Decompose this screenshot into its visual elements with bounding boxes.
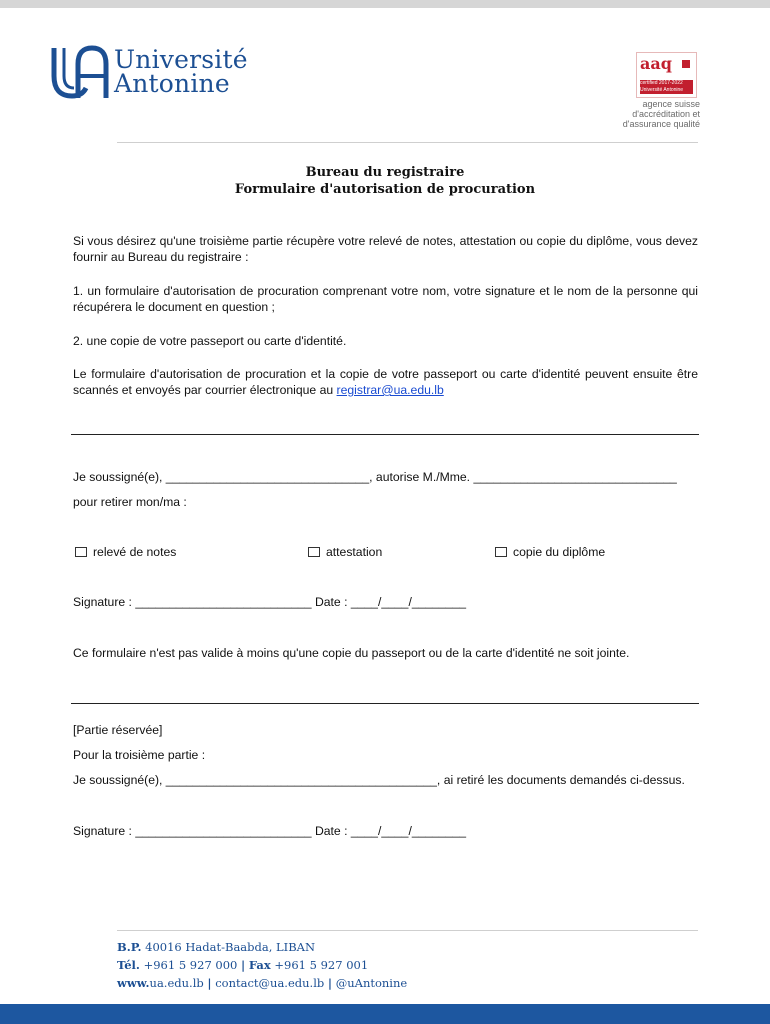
third-party-signature-line[interactable]: Signature : __________________________ Date : ____/____/________ — [73, 824, 467, 838]
aaq-caption-line: d'assurance qualité — [622, 119, 700, 129]
page-title: Bureau du registraire — [305, 165, 465, 180]
intro-paragraph-1: Si vous désirez qu'une troisième partie récupère votre relevé de notes, attestation ou copie du diplôme, vous devez fournir au Bureau du registraire : — [73, 234, 698, 264]
checkbox-icon[interactable] — [75, 547, 87, 557]
option-releve-de-notes[interactable] — [75, 544, 176, 560]
option-copie-du-diplome[interactable] — [495, 544, 605, 560]
university-logo — [48, 42, 278, 102]
swiss-cross-icon — [682, 60, 690, 68]
logo-wordmark — [114, 45, 248, 98]
aaq-accreditation — [596, 50, 706, 130]
aaq-caption-line: agence suisse — [642, 99, 700, 109]
reserved-label: [Partie réservée] — [73, 723, 163, 737]
aaq-badge-foot: certified 2017-2022 Université Antonine — [640, 80, 693, 94]
checkbox-icon[interactable] — [308, 547, 320, 557]
third-party-label: Pour la troisième partie : — [73, 748, 206, 762]
retrieve-label: pour retirer mon/ma : — [73, 495, 187, 509]
option-label: copie du diplôme — [513, 545, 606, 559]
website-link[interactable]: www.ua.edu.lb — [117, 976, 204, 990]
signature-date-line[interactable]: Signature : __________________________ Date : ____/____/________ — [73, 595, 467, 609]
section-divider-2 — [71, 703, 699, 704]
aaq-caption — [623, 99, 700, 129]
option-attestation[interactable] — [308, 544, 382, 560]
aaq-badge — [636, 52, 697, 98]
registrar-email-link[interactable]: registrar@ua.edu.lb — [336, 383, 444, 397]
intro-paragraph-4 — [73, 366, 698, 398]
authorization-line[interactable]: Je soussigné(e), ______________________________, autorise M./Mme. ______________________________ — [73, 470, 677, 484]
logo-line-1: Université — [114, 45, 248, 74]
third-party-line[interactable]: Je soussigné(e), ________________________________________, ai retiré les documents demandés ci-dessus. — [73, 773, 685, 787]
social-handle-link[interactable]: @uAntonine — [335, 976, 408, 990]
option-label: attestation — [326, 545, 383, 559]
footer-phone: Tél. +961 5 927 000 | Fax +961 5 927 001 — [117, 958, 369, 972]
contact-email-link[interactable]: contact@ua.edu.lb — [215, 976, 325, 990]
footer-links: www.ua.edu.lb | contact@ua.edu.lb | @uAntonine — [117, 976, 408, 990]
ua-monogram-icon — [48, 42, 112, 102]
intro-paragraph-2: 1. un formulaire d'autorisation de procuration comprenant votre nom, votre signature et le nom de la personne qui récupérera le document en question ; — [73, 284, 698, 314]
footer — [117, 938, 407, 992]
validity-notice: Ce formulaire n'est pas valide à moins qu'une copie du passeport ou de la carte d'identité ne soit jointe. — [73, 646, 630, 660]
page-subtitle: Formulaire d'autorisation de procuration — [234, 182, 536, 197]
intro-paragraph-4-text: Le formulaire d'autorisation de procuration et la copie de votre passeport ou carte d'identité peuvent ensuite être scannés et envoyés par courrier électronique au — [73, 367, 698, 397]
option-label: relevé de notes — [93, 545, 177, 559]
footer-bar — [0, 1004, 770, 1024]
footer-address: B.P. 40016 Hadat-Baabda, LIBAN — [117, 940, 316, 954]
logo-line-2: Antonine — [114, 69, 230, 98]
footer-divider — [117, 930, 698, 931]
intro-paragraph-3: 2. une copie de votre passeport ou carte d'identité. — [73, 334, 347, 348]
checkbox-icon[interactable] — [495, 547, 507, 557]
aaq-caption-line: d'accréditation et — [632, 109, 700, 119]
top-strip — [0, 0, 770, 8]
section-divider-1 — [71, 434, 699, 435]
aaq-badge-text: aaq — [640, 54, 672, 73]
header-divider — [117, 142, 698, 143]
